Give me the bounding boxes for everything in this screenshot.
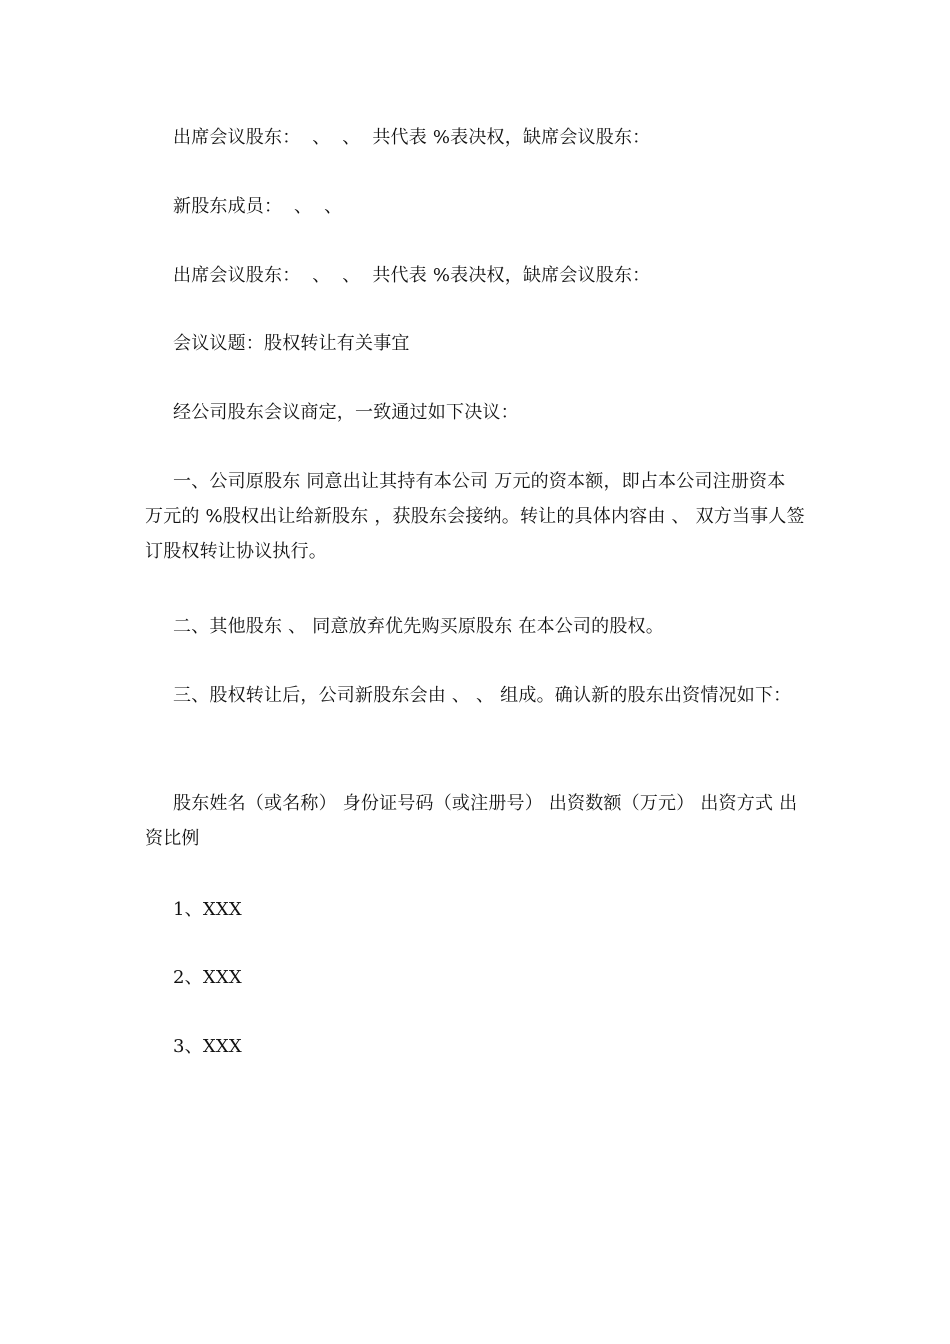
new-shareholders-line: 新股东成员： 、 、	[173, 196, 343, 217]
shareholder-row-3: 3、XXX	[173, 1036, 242, 1057]
capital-table-header: 股东姓名（或名称） 身份证号码（或注册号） 出资数额（万元） 出资方式 出资比例	[145, 793, 798, 849]
resolution-item-1: 一、公司原股东 同意出让其持有本公司 万元的资本额，即占本公司注册资本 万元的 %股权出让给新股东 ，获股东会接纳。转让的具体内容由 、 双方当事人签订股权转让协议执行。	[145, 471, 805, 562]
attending-shareholders-line-1: 出席会议股东： 、 、 共代表 %表决权，缺席会议股东：	[173, 127, 651, 148]
shareholder-row-1: 1、XXX	[173, 899, 242, 920]
shareholder-row-2: 2、XXX	[173, 967, 242, 988]
meeting-topic: 会议议题：股权转让有关事宜	[173, 333, 410, 354]
resolution-intro: 经公司股东会议商定，一致通过如下决议：	[173, 402, 519, 423]
resolution-item-3: 三、股权转让后，公司新股东会由 、 、 组成。确认新的股东出资情况如下：	[173, 685, 792, 706]
resolution-item-2: 二、其他股东 、 同意放弃优先购买原股东 在本公司的股权。	[173, 616, 664, 637]
attending-shareholders-line-2: 出席会议股东： 、 、 共代表 %表决权，缺席会议股东：	[173, 265, 651, 286]
